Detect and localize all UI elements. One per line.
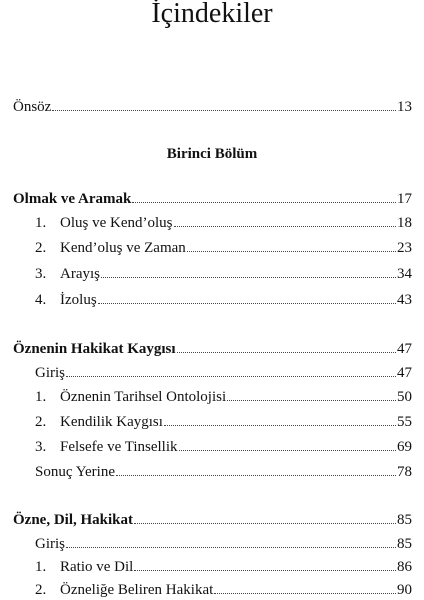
toc-entry-number: 3. <box>35 439 47 455</box>
toc-page-number: 69 <box>397 439 412 455</box>
toc-entry-text: Öznenin Tarihsel Ontolojisi <box>60 389 227 405</box>
toc-page-number: 18 <box>397 215 412 231</box>
toc-entry-label <box>13 462 115 482</box>
toc-page-number: 55 <box>397 414 412 430</box>
toc-entry[interactable] <box>13 534 412 554</box>
toc-entry-number: 2. <box>35 414 47 430</box>
toc-entry-label <box>13 387 226 407</box>
toc-chapter-label: Özne, Dil, Hakikat <box>13 512 134 528</box>
toc-entry-label: Önsöz <box>13 99 52 115</box>
dot-leader <box>227 400 396 401</box>
toc-page-number: 47 <box>397 341 412 357</box>
page-title: İçindekiler <box>151 0 273 29</box>
dot-leader <box>174 226 397 227</box>
dot-leader <box>177 352 396 353</box>
toc-entry[interactable] <box>13 412 412 432</box>
dot-leader <box>164 425 396 426</box>
toc-entry-text: Özneliğe Beliren Hakikat <box>60 582 214 598</box>
toc-entry-number: 2. <box>35 240 47 256</box>
toc-entry-label <box>13 412 163 432</box>
toc-page-number: 78 <box>397 464 412 480</box>
toc-chapter[interactable] <box>13 189 412 209</box>
toc-entry-label <box>13 213 173 233</box>
toc-entry-text: Giriş <box>35 365 65 381</box>
toc-entry-label <box>13 264 100 284</box>
dot-leader <box>187 251 396 252</box>
toc-page-number: 50 <box>397 389 412 405</box>
toc-page-number: 34 <box>397 266 412 282</box>
toc-entry[interactable] <box>13 238 412 258</box>
dot-leader <box>101 277 396 278</box>
toc-chapter[interactable] <box>13 339 412 359</box>
toc-page-number: 86 <box>397 559 412 575</box>
toc-entry-label <box>13 557 133 577</box>
dot-leader <box>116 475 396 476</box>
toc-page-number: 43 <box>397 292 412 308</box>
toc-entry-text: Oluş ve Kend’oluş <box>60 215 173 231</box>
toc-entry-text: Sonuç Yerine <box>35 464 116 480</box>
toc-entry-text: Felsefe ve Tinsellik <box>60 439 178 455</box>
toc-page-number: 85 <box>397 512 412 528</box>
toc-entry[interactable] <box>13 213 412 233</box>
toc-entry[interactable] <box>13 290 412 310</box>
toc-entry-number: 1. <box>35 215 47 231</box>
toc-entry-number: 1. <box>35 389 47 405</box>
toc-page-number: 23 <box>397 240 412 256</box>
dot-leader <box>66 376 396 377</box>
part-heading: Birinci Bölüm <box>166 146 258 162</box>
toc-entry[interactable] <box>13 387 412 407</box>
toc-entry-number: 3. <box>35 266 47 282</box>
toc-page-number: 85 <box>397 536 412 552</box>
dot-leader <box>52 110 396 111</box>
toc-page-number: 47 <box>397 365 412 381</box>
toc-entry-label <box>13 534 65 554</box>
toc-entry-text: Giriş <box>35 536 65 552</box>
dot-leader <box>66 547 396 548</box>
toc-entry-text: İzoluş <box>60 292 97 308</box>
toc-entry[interactable] <box>13 363 412 383</box>
toc-chapter-label: Öznenin Hakikat Kaygısı <box>13 341 176 357</box>
toc-entry-label <box>13 238 186 258</box>
dot-leader <box>98 303 396 304</box>
toc-entry-preface[interactable] <box>13 97 412 117</box>
toc-entry[interactable] <box>13 462 412 482</box>
toc-chapter[interactable] <box>13 510 412 530</box>
toc-entry-text: Arayış <box>60 266 100 282</box>
toc-entry-label <box>13 437 178 457</box>
toc-entry-number: 4. <box>35 292 47 308</box>
toc-entry-text: Kend’oluş ve Zaman <box>60 240 186 256</box>
dot-leader <box>214 593 396 594</box>
toc-entry-number: 1. <box>35 559 47 575</box>
dot-leader <box>132 202 396 203</box>
toc-entry[interactable] <box>13 580 412 600</box>
dot-leader <box>134 570 396 571</box>
toc-entry-text: Kendilik Kaygısı <box>60 414 163 430</box>
toc-entry-number: 2. <box>35 582 47 598</box>
toc-page-number: 17 <box>397 191 412 207</box>
toc-entry[interactable] <box>13 437 412 457</box>
toc-page-number: 13 <box>397 99 412 115</box>
toc-page-number: 90 <box>397 582 412 598</box>
toc-entry-label <box>13 580 213 600</box>
toc-entry-label <box>13 363 65 383</box>
toc-chapter-label: Olmak ve Aramak <box>13 191 132 207</box>
toc-entry[interactable] <box>13 264 412 284</box>
dot-leader <box>179 450 396 451</box>
toc-entry-text: Ratio ve Dil <box>60 559 134 575</box>
dot-leader <box>134 523 396 524</box>
toc-entry-label <box>13 290 97 310</box>
toc-entry[interactable] <box>13 557 412 577</box>
